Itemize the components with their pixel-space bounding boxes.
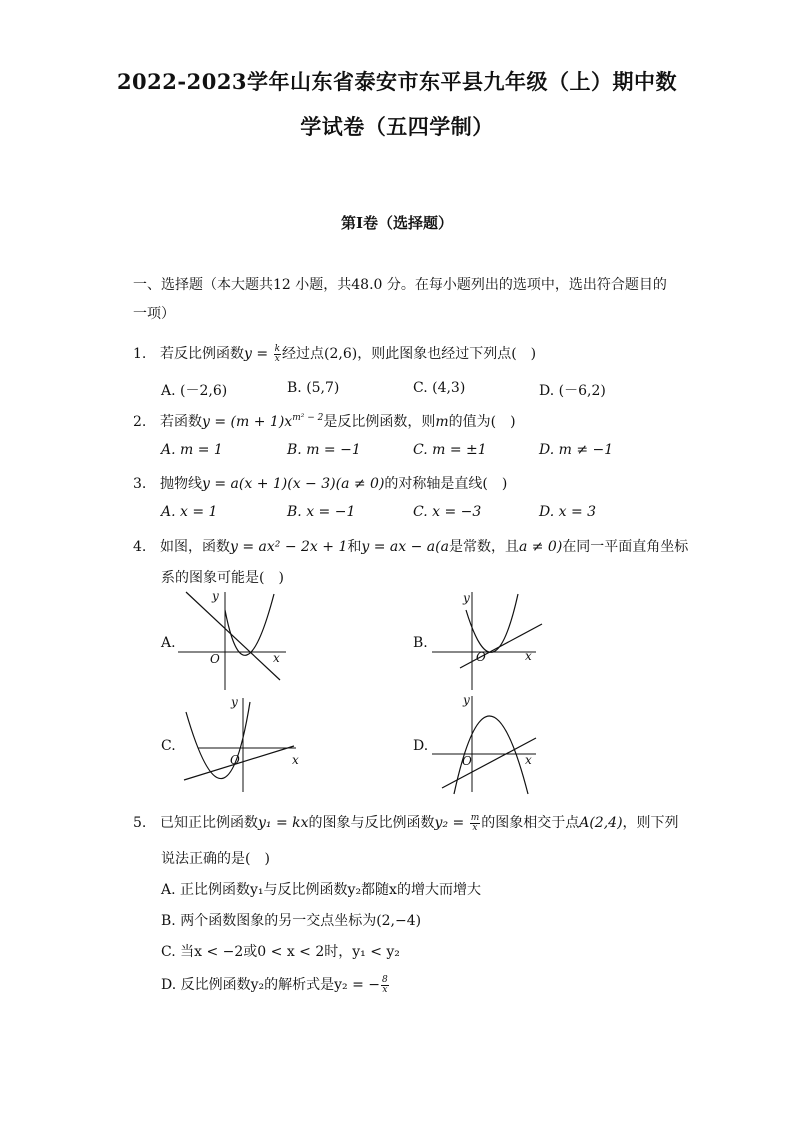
q5-text-c: 的图象相交于点 [481, 815, 580, 831]
q3-text-b: 的对称轴是直线( ) [384, 476, 508, 492]
q4-expr3: a ≠ 0) [518, 539, 563, 555]
q5-number: 5. [133, 815, 147, 831]
q3-option-d[interactable]: D. x = 3 [539, 504, 597, 520]
q4-text-c: 是常数，且 [448, 539, 519, 555]
q2-m: m [435, 414, 449, 430]
graph-c-y-label: y [231, 695, 238, 709]
q2-option-b[interactable]: B. m = −1 [287, 442, 361, 458]
q5-text-a: 已知正比例函数 [160, 815, 258, 831]
question-1 [133, 343, 536, 364]
q1-frac-num: k [274, 343, 281, 354]
q2-exponent: m² − 2 [292, 413, 324, 423]
graph-d-x-label: x [525, 753, 532, 767]
section-instructions [133, 271, 673, 329]
question-2 [133, 411, 516, 431]
q5-option-d-fraction [381, 976, 389, 995]
q1-number: 1. [133, 346, 147, 362]
q4-option-b-label[interactable]: B. [413, 635, 428, 651]
q2-number: 2. [133, 414, 147, 430]
graph-c-x-label: x [292, 753, 299, 767]
q5-option-d-num: 8 [382, 974, 388, 985]
graph-b-origin: O [476, 650, 486, 664]
question-3 [133, 473, 507, 493]
q1-option-c[interactable]: C. (4,3) [413, 380, 466, 396]
graph-d-line [442, 738, 536, 788]
q1-option-d[interactable]: D. (－6,2) [539, 383, 606, 399]
q5-option-a[interactable]: A. 正比例函数y₁与反比例函数y₂都随x的增大而增大 [161, 882, 481, 898]
graph-b-y-label: y [463, 591, 470, 605]
q2-option-d[interactable]: D. m ≠ −1 [539, 442, 614, 458]
graph-a-y-label: y [212, 589, 219, 603]
q1-fraction [274, 345, 281, 364]
q4-text-d: 在同一平面直角坐标 [562, 539, 689, 555]
q2-option-a[interactable]: A. m = 1 [161, 442, 223, 458]
graph-c[interactable] [178, 690, 302, 794]
graph-c-parabola [186, 702, 250, 779]
graph-b-parabola [466, 594, 518, 652]
q3-option-a[interactable]: A. x = 1 [161, 504, 218, 520]
q2-text-a: 若函数 [160, 414, 202, 430]
q5-option-d-den: x [382, 984, 388, 995]
q1-option-a[interactable]: A. (－2,6) [161, 383, 228, 399]
graph-b-x-label: x [525, 649, 532, 663]
q5-frac-num: m [470, 812, 480, 823]
graph-b[interactable] [432, 588, 544, 692]
q3-number: 3. [133, 476, 147, 492]
q4-text-a: 如图，函数 [160, 539, 230, 555]
q4-option-d-label[interactable]: D. [413, 738, 429, 754]
q4-line-2: 系的图象可能是( ) [161, 570, 284, 586]
q4-expr1: y = ax² − 2x + 1 [230, 539, 348, 555]
q4-expr2: y = ax − a(a [361, 539, 449, 555]
question-5 [133, 812, 679, 833]
question-4 [133, 536, 688, 556]
graph-a-line [186, 592, 280, 680]
q5-option-b[interactable]: B. 两个函数图象的另一交点坐标为(2,−4) [161, 913, 422, 929]
q5-option-d-text: D. 反比例函数y₂的解析式是y₂ = − [161, 977, 381, 993]
q2-text-b: 是反比例函数，则 [323, 414, 436, 430]
q2-expr: y = (m + 1)x [202, 414, 293, 430]
q3-option-b[interactable]: B. x = −1 [287, 504, 356, 520]
graph-d-origin: O [462, 754, 472, 768]
q4-text-b: 和 [347, 539, 362, 555]
graph-d[interactable] [432, 690, 544, 794]
title-line-1: 2022-2023学年山东省泰安市东平县九年级（上）期中数 [116, 69, 678, 94]
q1-text-a: 若反比例函数 [160, 346, 244, 362]
q1-text-b: 经过点(2,6)，则此图象也经过下列点( ) [282, 346, 537, 362]
q5-option-d[interactable] [161, 974, 390, 995]
q5-option-c[interactable]: C. 当x < −2或0 < x < 2时，y₁ < y₂ [161, 944, 400, 960]
q5-point: A(2,4) [579, 815, 623, 831]
section-head: 一、选择题（本大题共12 小题，共48.0 分。在每小题列出的选项中，选出符合题目的 [133, 277, 667, 293]
q5-text-d: ，则下列 [622, 815, 679, 831]
q3-expr: y = a(x + 1)(x − 3)(a ≠ 0) [202, 476, 385, 492]
q5-text-b: 的图象与反比例函数 [308, 815, 435, 831]
q5-y2: y₂ = [434, 815, 469, 831]
graph-a[interactable] [178, 588, 290, 692]
graph-c-origin: O [230, 753, 240, 767]
q2-option-c[interactable]: C. m = ±1 [413, 442, 487, 458]
q2-text-c: 的值为( ) [448, 414, 516, 430]
q5-line-2: 说法正确的是( ) [161, 851, 270, 867]
graph-a-origin: O [210, 652, 220, 666]
graph-a-x-label: x [273, 651, 280, 665]
q1-y: y [244, 346, 252, 362]
graph-a-parabola [225, 594, 274, 655]
graph-d-y-label: y [463, 693, 470, 707]
q5-y1: y₁ = kx [258, 815, 309, 831]
title-line-2: 学试卷（五四学制） [300, 114, 494, 139]
q1-frac-den: x [274, 353, 280, 364]
section-tail: 一项） [133, 306, 175, 322]
q1-eq: = [251, 346, 273, 362]
q3-text-a: 抛物线 [160, 476, 202, 492]
q4-option-c-label[interactable]: C. [161, 738, 176, 754]
q4-number: 4. [133, 539, 147, 555]
q4-option-a-label[interactable]: A. [161, 635, 176, 651]
part-heading: 第I卷（选择题） [340, 214, 454, 232]
q5-fraction [470, 814, 481, 833]
q5-frac-den: x [472, 822, 478, 833]
q3-option-c[interactable]: C. x = −3 [413, 504, 482, 520]
q1-option-b[interactable]: B. (5,7) [287, 380, 340, 396]
